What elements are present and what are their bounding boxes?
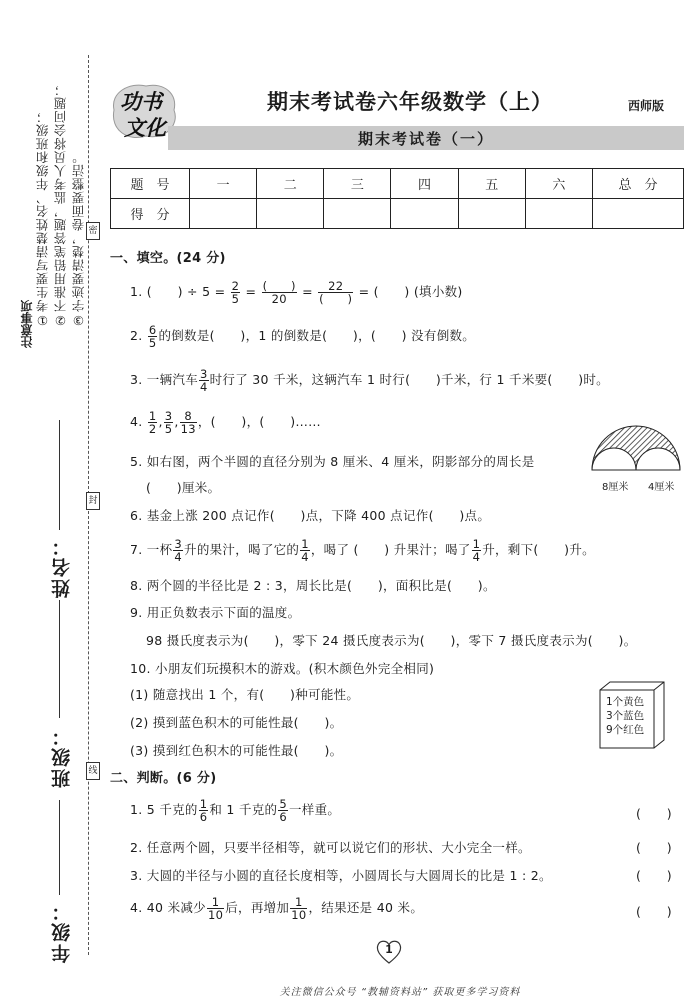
answer-blank-2[interactable]: ( ) [636, 840, 672, 855]
question-1-5-line-1: 5. 如右图，两个半圆的直径分别为 8 厘米、4 厘米，阴影部分的周长是 [130, 454, 535, 469]
q-text: 时行了 30 千米，这辆汽车 1 时行( )千米，行 1 千米要( )时。 [209, 372, 609, 387]
fraction: $\frac{( )}{20}$ [262, 279, 296, 306]
question-1-10: 10. 小朋友们玩摸积木的游戏。(积木颜色外完全相同) [130, 661, 435, 676]
note-3: ③字迹要清楚，卷面要整洁。 [71, 150, 86, 328]
question-1-9: 9. 用正负数表示下面的温度。 [130, 605, 301, 620]
class-label: 班级： [51, 725, 73, 788]
exam-subtitle: 期末考试卷（一） [357, 130, 494, 148]
seal-mark-xian: 线 [86, 762, 100, 780]
score-cell: 四 [391, 169, 458, 199]
score-cell: 三 [324, 169, 391, 199]
score-cell: 二 [257, 169, 324, 199]
score-row-label: 得 分 [111, 199, 190, 229]
box-line-1: 1个黄色 [606, 696, 645, 708]
exam-title: 期末考试卷六年级数学（上） [267, 90, 553, 114]
seal-mark-mi: 密 [86, 222, 100, 240]
section-1-heading: 一、填空。(24 分) [110, 251, 226, 266]
judge-question-4: 4. 40 米减少 $\frac{1}{10}$ 后，再增加 $\frac{1}{10}$ ，结果还是 40 米。 [130, 895, 424, 922]
fraction: $\frac{8}{13}$ [180, 409, 196, 436]
question-1-6: 6. 基金上涨 200 点记作( )点，下降 400 点记作( )点。 [130, 508, 491, 523]
note-2: ②不准用铅笔答题，监考人员将会问题； [53, 82, 68, 328]
fraction: $\frac{3}{5}$ [164, 409, 173, 436]
score-input-cell[interactable] [593, 199, 684, 229]
binding-strip [0, 0, 100, 1001]
box-line-2: 3个蓝色 [606, 710, 645, 722]
score-table-score-row [111, 199, 684, 229]
notes-title: 注意事项 [20, 300, 34, 348]
fraction: $\frac{6}{5}$ [148, 323, 157, 350]
shaded-semicircles-diagram [588, 424, 688, 476]
fraction: $\frac{1}{6}$ [199, 797, 208, 824]
question-1-7: 7. 一杯 $\frac{3}{4}$ 升的果汁，喝了它的 $\frac{1}{4}$ ，喝了 ( ) 升果汁；喝了 $\frac{1}{4}$ 升，剩下( )升。 [130, 537, 595, 564]
logo-line-1: 功书 [120, 89, 162, 114]
question-1-10-1: (1) 随意找出 1 个，有( )种可能性。 [130, 687, 360, 702]
fraction: $\frac{1}{10}$ [207, 895, 224, 922]
score-input-cell[interactable] [458, 199, 525, 229]
box-line-3: 9个红色 [606, 724, 645, 736]
name-label: 姓名： [51, 535, 73, 598]
edition-label: 西师版 [628, 99, 665, 113]
answer-blank-1[interactable]: ( ) [636, 806, 672, 821]
fraction: $\frac{1}{2}$ [148, 409, 157, 436]
question-1-9-sub: 98 摄氏度表示为( )，零下 24 摄氏度表示为( )，零下 7 摄氏度表示为( )。 [146, 633, 637, 648]
q-text: = ( ) (填小数) [354, 284, 463, 299]
fraction: $\frac{5}{6}$ [279, 797, 287, 824]
q-text: ，( )，( )…… [197, 414, 321, 429]
figure-label-8cm: 8厘米 [602, 482, 629, 493]
score-cell: 六 [525, 169, 592, 199]
judge-question-2: 2. 任意两个圆，只要半径相等，就可以说它们的形状、大小完全一样。 [130, 840, 531, 855]
subtitle-bar [168, 126, 684, 150]
question-1-10-2: (2) 摸到蓝色积木的可能性最( )。 [130, 715, 343, 730]
score-cell: 题 号 [111, 169, 190, 199]
q-text: 的倒数是( )，1 的倒数是( )，( ) 没有倒数。 [158, 328, 476, 343]
logo-line-2: 文化 [124, 115, 166, 140]
score-table-header-row [111, 169, 684, 199]
score-input-cell[interactable] [190, 199, 257, 229]
question-1-3: 3. 一辆汽车 $\frac{3}{4}$ 时行了 30 千米，这辆汽车 1 时行( )千米，行 1 千米要( )时。 [130, 367, 609, 394]
score-cell: 五 [458, 169, 525, 199]
fraction: $\frac{1}{4}$ [301, 537, 309, 564]
fraction: $\frac{22}{( )}$ [319, 279, 353, 306]
fraction: $\frac{3}{4}$ [200, 367, 208, 394]
note-1: ①考生要写清楚姓名、年级和班级； [35, 109, 50, 328]
score-cell: 总 分 [593, 169, 684, 199]
fraction: $\frac{2}{5}$ [231, 279, 240, 306]
figure-label-4cm: 4厘米 [648, 482, 675, 493]
score-input-cell[interactable] [391, 199, 458, 229]
answer-blank-4[interactable]: ( ) [636, 904, 672, 919]
section-2-heading: 二、判断。(6 分) [110, 771, 217, 786]
grade-line [59, 800, 60, 895]
q-text: 1. ( ) ÷ 5 = [130, 284, 230, 299]
judge-question-1: 1. 5 千克的 $\frac{1}{6}$ 和 1 千克的 $\frac{5}{6}$ 一样重。 [130, 797, 341, 824]
exam-notes [34, 58, 88, 328]
judge-question-3: 3. 大圆的半径与小圆的直径长度相等，小圆周长与大圆周长的比是 1 : 2。 [130, 868, 552, 883]
fraction: $\frac{1}{10}$ [291, 895, 307, 922]
score-cell: 一 [190, 169, 257, 199]
score-table [110, 168, 684, 229]
question-1-5-line-2: ( )厘米。 [146, 480, 221, 495]
page-number-badge [375, 939, 403, 965]
score-input-cell[interactable] [525, 199, 592, 229]
fraction: $\frac{3}{4}$ [174, 537, 183, 564]
grade-label: 年级： [51, 900, 73, 963]
block-box-figure [598, 680, 666, 750]
score-input-cell[interactable] [324, 199, 391, 229]
question-1-10-3: (3) 摸到红色积木的可能性最( )。 [130, 743, 343, 758]
answer-blank-3[interactable]: ( ) [636, 868, 672, 883]
question-1-1: 1. ( ) ÷ 5 = $\frac{2}{5}$ = $\frac{( )}{20}$ = $\frac{22}{( )}$ = ( ) (填小数) [130, 279, 463, 306]
score-input-cell[interactable] [257, 199, 324, 229]
semicircle-figure [588, 424, 688, 496]
seal-mark-feng: 封 [86, 492, 100, 510]
question-1-8: 8. 两个圆的半径比是 2 : 3，周长比是( )，面积比是( )。 [130, 578, 496, 593]
page-number: 1 [385, 943, 393, 956]
question-1-2: 2. $\frac{6}{5}$ 的倒数是( )，1 的倒数是( )，( ) 没有倒数。 [130, 323, 476, 350]
class-line [59, 600, 60, 718]
question-1-4: 4. $\frac{1}{2}$ , $\frac{3}{5}$ , $\frac{8}{13}$ ，( )，( )…… [130, 409, 321, 436]
name-line [59, 420, 60, 530]
fraction: $\frac{1}{4}$ [472, 537, 481, 564]
footer-text: 关注微信公众号 “教辅资料站” 获取更多学习资料 [279, 987, 521, 998]
